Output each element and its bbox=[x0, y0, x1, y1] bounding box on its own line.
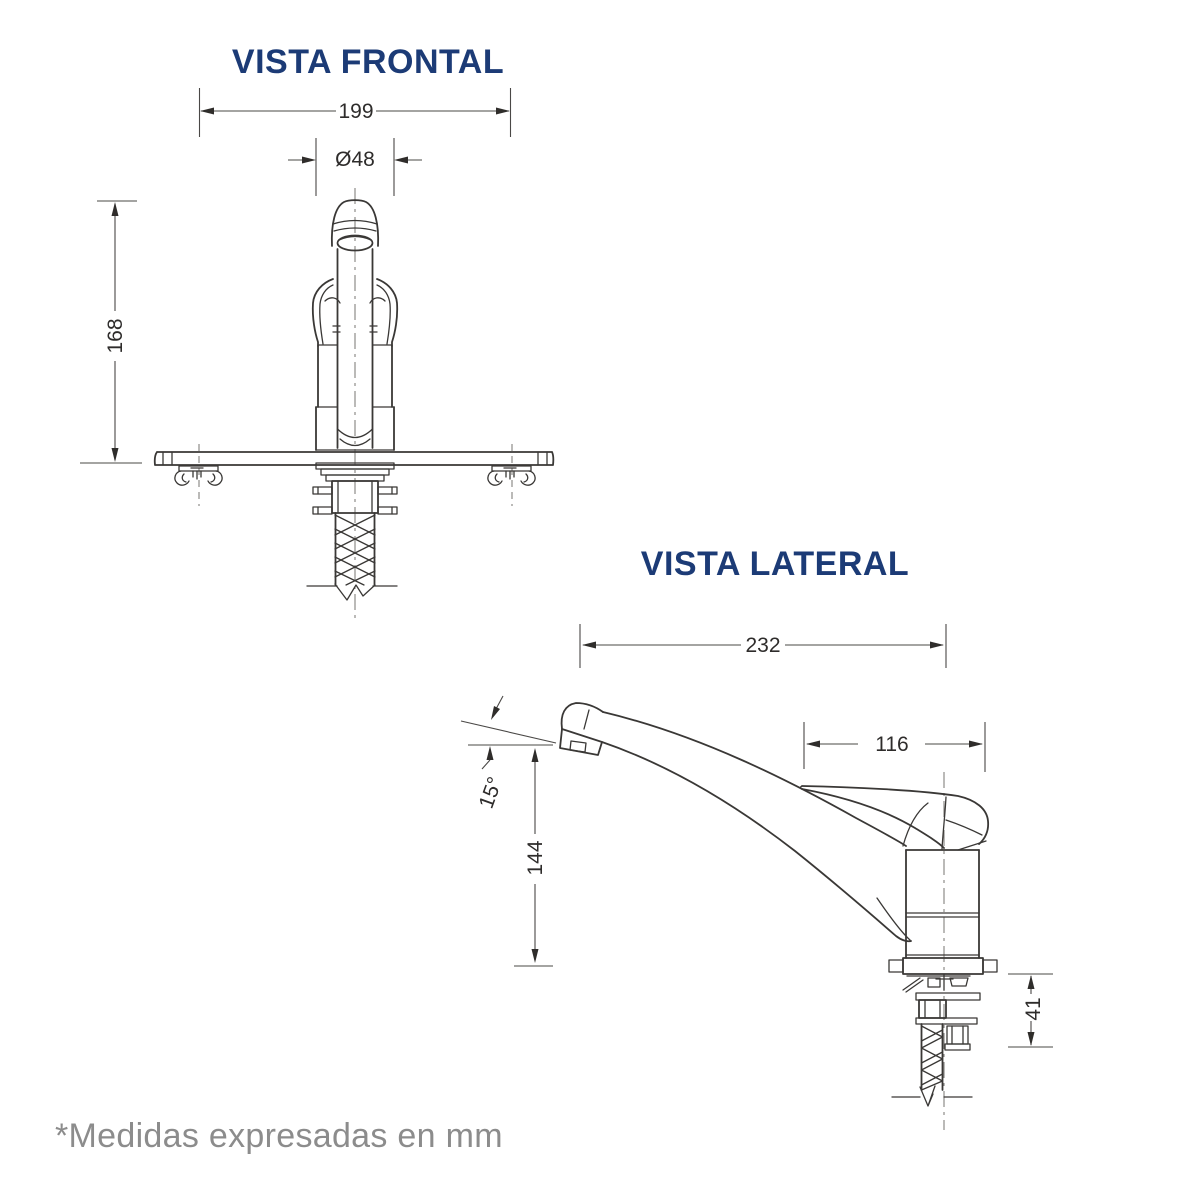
flange-side bbox=[889, 958, 997, 992]
dim-side-handle bbox=[804, 722, 985, 772]
spout-tip bbox=[560, 703, 603, 755]
dim-front-width bbox=[200, 88, 511, 137]
dim-front-height bbox=[80, 201, 142, 463]
dim-spout-height-label: 144 bbox=[524, 840, 547, 876]
side-view-title: VISTA LATERAL bbox=[640, 545, 910, 583]
footnote: *Medidas expresadas en mm bbox=[55, 1117, 503, 1155]
hose-side bbox=[892, 1024, 972, 1106]
dim-side-handle-label: 116 bbox=[875, 733, 909, 756]
dim-side-depth-label: 232 bbox=[745, 634, 781, 657]
dim-shank-length-label: 41 bbox=[1022, 997, 1045, 1021]
spout-arm bbox=[602, 712, 911, 941]
front-view-title: VISTA FRONTAL bbox=[231, 43, 505, 81]
dim-spout-height bbox=[514, 748, 553, 966]
dim-front-height-label: 168 bbox=[104, 318, 127, 354]
hose-front bbox=[307, 513, 397, 600]
body-side bbox=[906, 850, 979, 958]
dim-front-diameter-label: Ø48 bbox=[335, 148, 375, 171]
dim-shank-length bbox=[1008, 974, 1053, 1047]
side-view-faucet bbox=[560, 703, 997, 1130]
dim-front-diameter bbox=[288, 138, 422, 196]
side-fitting bbox=[945, 1026, 970, 1050]
side-view bbox=[461, 545, 1053, 1130]
front-view bbox=[80, 43, 553, 622]
shank-side bbox=[916, 993, 980, 1024]
dim-side-depth bbox=[580, 624, 946, 668]
handle-side bbox=[801, 786, 989, 850]
front-view-faucet bbox=[155, 188, 554, 622]
dim-spout-angle bbox=[461, 696, 556, 812]
dim-front-width-label: 199 bbox=[338, 100, 374, 123]
dim-spout-angle-label: 15° bbox=[474, 773, 508, 812]
